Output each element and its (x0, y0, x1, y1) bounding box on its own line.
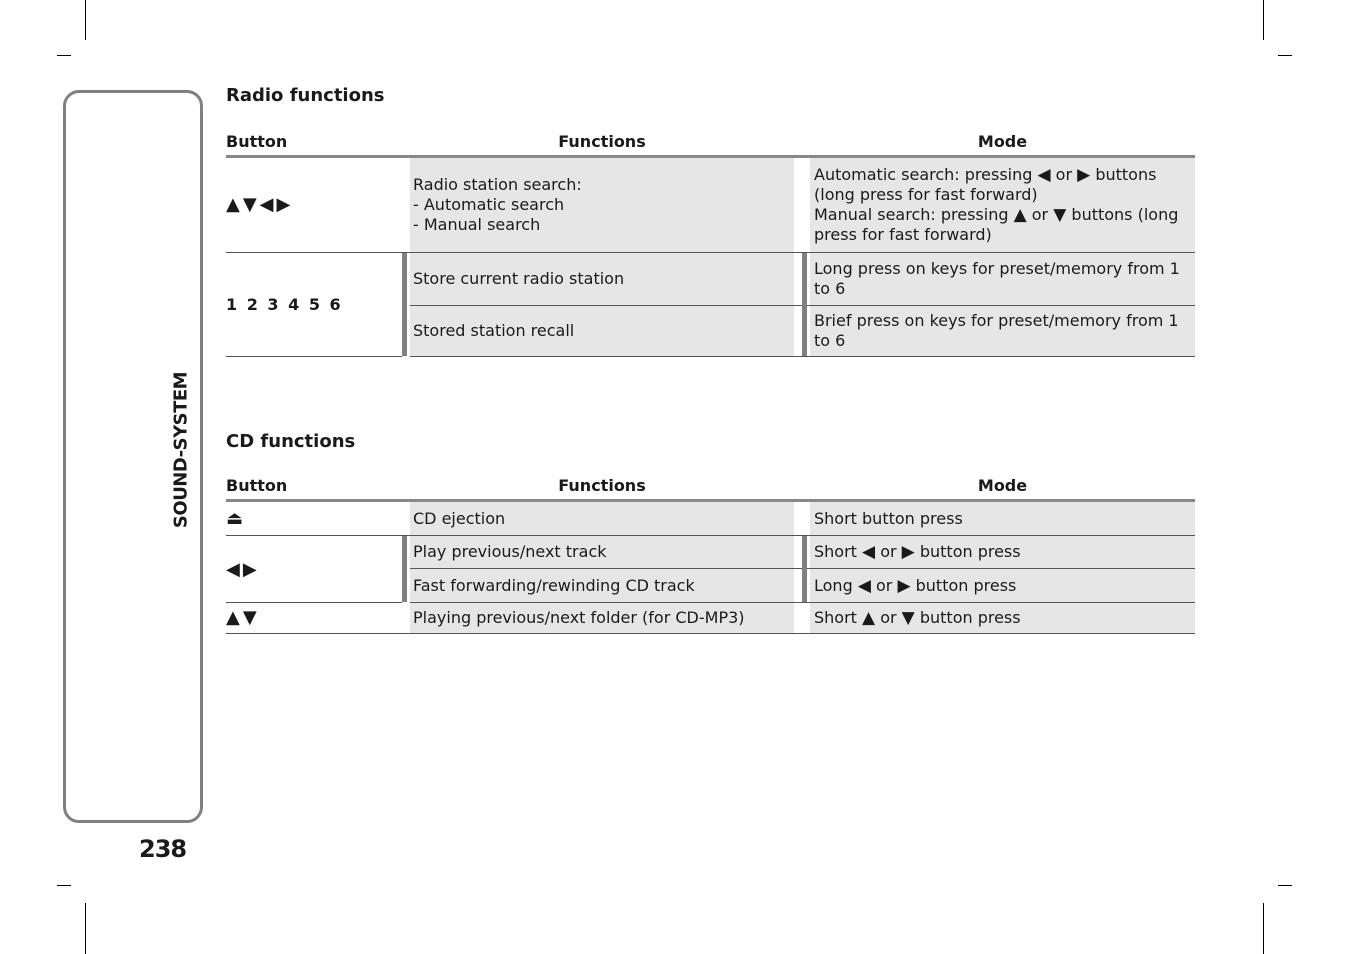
cd-section-title: CD functions (226, 431, 356, 452)
function-text: CD ejection (413, 508, 506, 528)
mode-line (814, 205, 1178, 225)
button-cell (226, 253, 402, 357)
function-line: - Manual search (413, 215, 541, 234)
cd-functions-table (226, 472, 1195, 634)
header-functions: Functions (558, 132, 646, 151)
mode-line: (long press for fast forward) (814, 185, 1038, 204)
mode-text: Short button press (814, 508, 963, 528)
right-arrow-icon: ▶ (901, 542, 915, 562)
mode-text: or (880, 542, 897, 561)
mode-cell (810, 502, 1195, 535)
function-line: - Automatic search (413, 195, 565, 214)
column-separator (802, 536, 807, 602)
header-mode: Mode (977, 132, 1028, 151)
function-text: Playing previous/next folder (for CD-MP3) (413, 608, 745, 627)
table-row-group (226, 536, 1195, 603)
mode-line: to 6 (814, 331, 846, 350)
radio-functions-table (226, 128, 1195, 357)
function-text: Stored station recall (413, 321, 575, 340)
table-header (226, 128, 1195, 158)
preset-keys-label: 1 2 3 4 5 6 (226, 295, 343, 314)
crop-mark (57, 55, 71, 56)
page-number: 238 (139, 835, 187, 863)
right-arrow-icon: ▶ (897, 575, 911, 596)
function-text: Fast forwarding/rewinding CD track (413, 575, 695, 595)
mode-text: or (875, 575, 893, 595)
mode-line: Long press on keys for preset/memory from 1 (814, 259, 1180, 278)
function-cell (410, 536, 794, 568)
column-separator (402, 253, 407, 356)
table-row-group (226, 253, 1195, 357)
table-row (226, 603, 1195, 634)
left-right-arrows-icon: ◀▶ (226, 558, 260, 580)
mode-text: Long (814, 575, 853, 595)
eject-icon: ⏏ (226, 507, 247, 529)
column-separator (802, 253, 807, 356)
function-cell (410, 569, 794, 602)
mode-text: Short (814, 542, 857, 561)
mode-text: button press (915, 575, 1017, 595)
column-separator (402, 536, 407, 602)
mode-text: button press (919, 608, 1021, 627)
mode-cell (810, 569, 1195, 602)
mode-text: or (1055, 165, 1073, 184)
mode-text: Automatic search: pressing (814, 165, 1033, 184)
crop-mark (1263, 0, 1264, 40)
crop-mark (85, 903, 86, 954)
down-arrow-icon: ▼ (901, 608, 915, 628)
function-cell (410, 253, 794, 305)
button-cell (226, 536, 402, 603)
mode-text: or (880, 608, 897, 627)
mode-line: press for fast forward) (814, 225, 992, 244)
function-line: Radio station search: (413, 175, 582, 194)
mode-text: buttons (1095, 165, 1157, 184)
mode-text: Manual search: pressing (814, 205, 1009, 224)
function-cell (410, 502, 794, 535)
function-cell (410, 603, 794, 633)
mode-line: Brief press on keys for preset/memory from 1 (814, 311, 1179, 330)
function-text: Play previous/next track (413, 542, 607, 561)
up-down-arrows-icon: ▲▼ (226, 607, 260, 628)
crop-mark (57, 885, 71, 886)
radio-section-title: Radio functions (226, 85, 385, 106)
function-cell (410, 306, 794, 356)
mode-line (814, 165, 1178, 185)
crop-mark (85, 0, 86, 40)
button-cell (226, 502, 402, 535)
left-arrow-icon: ◀ (1037, 165, 1051, 185)
crop-mark (1278, 885, 1292, 886)
mode-text: button press (919, 542, 1021, 561)
mode-cell (810, 536, 1195, 568)
crop-mark (1278, 55, 1292, 56)
mode-cell (810, 306, 1195, 356)
mode-text: or (1031, 205, 1049, 224)
table-row (226, 158, 1195, 253)
mode-cell (810, 253, 1195, 305)
up-arrow-icon: ▲ (1013, 205, 1027, 225)
mode-line: to 6 (814, 279, 846, 298)
button-cell (226, 603, 402, 633)
right-arrow-icon: ▶ (1077, 165, 1091, 185)
table-row (226, 502, 1195, 536)
header-mode: Mode (977, 476, 1028, 495)
function-text: Store current radio station (413, 269, 625, 288)
table-header (226, 472, 1195, 502)
header-functions: Functions (558, 476, 646, 495)
down-arrow-icon: ▼ (1053, 205, 1067, 225)
header-button: Button (226, 476, 288, 495)
left-arrow-icon: ◀ (857, 575, 871, 596)
header-button: Button (226, 132, 288, 151)
function-cell (410, 158, 794, 252)
mode-cell (810, 158, 1195, 252)
button-cell (226, 158, 402, 252)
mode-cell (810, 603, 1195, 633)
arrow-keys-icon: ▲▼◀▶ (226, 194, 294, 215)
section-tab: SOUND-SYSTEM (170, 371, 192, 529)
up-arrow-icon: ▲ (862, 608, 876, 628)
crop-mark (1263, 903, 1264, 954)
left-arrow-icon: ◀ (862, 542, 876, 562)
mode-text: buttons (long (1071, 205, 1179, 224)
mode-text: Short (814, 608, 857, 627)
